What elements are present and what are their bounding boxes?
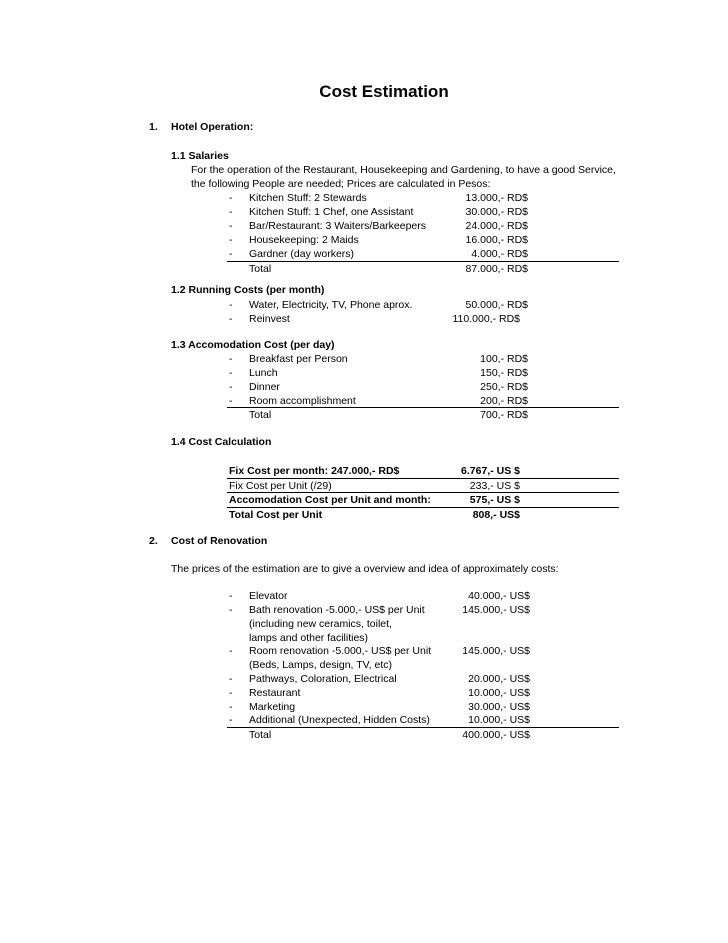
list-dash: - (229, 367, 233, 379)
running-item-label: Reinvest (249, 313, 290, 325)
renovation-item-amount: 10.000,- US$ (468, 714, 530, 726)
salary-item-amount: 30.000,- RD$ (465, 206, 528, 218)
renovation-item-detail: lamps and other facilities) (249, 632, 369, 644)
renovation-item-amount: 20.000,- US$ (468, 673, 530, 685)
list-dash: - (229, 248, 233, 260)
renovation-total-amount: 400.000,- US$ (462, 729, 530, 741)
calc-row-label: Accomodation Cost per Unit and month: (229, 494, 431, 506)
list-dash: - (229, 313, 233, 325)
list-dash: - (229, 234, 233, 246)
list-dash: - (229, 206, 233, 218)
list-dash: - (229, 604, 233, 616)
list-dash: - (229, 220, 233, 232)
calc-row-amount: 6.767,- US $ (461, 465, 520, 477)
salary-item-amount: 13.000,- RD$ (465, 192, 528, 204)
accomodation-item-amount: 150,- RD$ (480, 367, 528, 379)
renovation-item-amount: 40.000,- US$ (468, 590, 530, 602)
salary-item-label: Housekeeping: 2 Maids (249, 234, 359, 246)
accomodation-item-label: Breakfast per Person (249, 353, 348, 365)
cost-calculation-heading: 1.4 Cost Calculation (171, 436, 272, 448)
renovation-intro: The prices of the estimation are to give a overview and idea of approximately costs: (171, 563, 559, 575)
renovation-item-amount: 145.000,- US$ (462, 645, 530, 657)
salary-item-label: Bar/Restaurant: 3 Waiters/Barkeepers (249, 220, 427, 232)
renovation-item-detail: (Beds, Lamps, design, TV, etc) (249, 659, 392, 671)
accomodation-item-label: Lunch (249, 367, 278, 379)
accomodation-total-amount: 700,- RD$ (480, 409, 528, 421)
accomodation-item-amount: 100,- RD$ (480, 353, 528, 365)
salaries-heading: 1.1 Salaries (171, 150, 229, 162)
list-dash: - (229, 673, 233, 685)
renovation-item-label: Marketing (249, 701, 296, 713)
section-2-heading: Cost of Renovation (171, 535, 268, 547)
accomodation-item-amount: 250,- RD$ (480, 381, 528, 393)
list-dash: - (229, 192, 233, 204)
calc-row-amount: 575,- US $ (469, 494, 520, 506)
list-dash: - (229, 395, 233, 407)
salary-item-amount: 16.000,- RD$ (465, 234, 528, 246)
renovation-item-amount: 145.000,- US$ (462, 604, 530, 616)
running-item-amount: 110.000,- RD$ (452, 313, 520, 325)
renovation-item-label: Additional (Unexpected, Hidden Costs) (249, 714, 430, 726)
renovation-item-label: Restaurant (249, 687, 301, 699)
calc-row-label: Fix Cost per Unit (/29) (229, 480, 332, 492)
calc-row-amount: 233,- US $ (469, 480, 520, 492)
accomodation-total-label: Total (249, 409, 272, 421)
running-costs-heading: 1.2 Running Costs (per month) (171, 284, 325, 296)
list-dash: - (229, 714, 233, 726)
accomodation-item-label: Dinner (249, 381, 280, 393)
calc-row-label: Total Cost per Unit (229, 509, 323, 521)
list-dash: - (229, 353, 233, 365)
running-item-label: Water, Electricity, TV, Phone aprox. (249, 299, 413, 311)
salaries-total-amount: 87.000,- RD$ (465, 263, 528, 275)
salary-item-amount: 4.000,- RD$ (471, 248, 528, 260)
renovation-item-label: Room renovation -5.000,- US$ per Unit (249, 645, 432, 657)
section-1-heading: Hotel Operation: (171, 121, 254, 133)
list-dash: - (229, 645, 233, 657)
running-item-amount: 50.000,- RD$ (465, 299, 528, 311)
renovation-item-label: Pathways, Coloration, Electrical (249, 673, 397, 685)
renovation-total-label: Total (249, 729, 272, 741)
list-dash: - (229, 590, 233, 602)
salaries-total-label: Total (249, 263, 272, 275)
salary-item-label: Kitchen Stuff: 1 Chef, one Assistant (249, 206, 414, 218)
list-dash: - (229, 299, 233, 311)
list-dash: - (229, 381, 233, 393)
section-1-number: 1. (149, 121, 158, 133)
salaries-intro-line-1: For the operation of the Restaurant, Housekeeping and Gardening, to have a good Service, (191, 164, 616, 176)
calc-row-amount: 808,- US$ (472, 509, 520, 521)
accomodation-item-amount: 200,- RD$ (480, 395, 528, 407)
renovation-item-detail: (including new ceramics, toilet, (249, 618, 392, 630)
salary-item-label: Kitchen Stuff: 2 Stewards (249, 192, 367, 204)
renovation-item-label: Elevator (249, 590, 288, 602)
salaries-intro-line-2: the following People are needed; Prices are calculated in Pesos: (191, 178, 491, 190)
accomodation-heading: 1.3 Accomodation Cost (per day) (171, 339, 335, 351)
renovation-item-label: Bath renovation -5.000,- US$ per Unit (249, 604, 425, 616)
page-title: Cost Estimation (319, 82, 449, 101)
renovation-item-amount: 10.000,- US$ (468, 687, 530, 699)
salary-item-amount: 24.000,- RD$ (465, 220, 528, 232)
renovation-item-amount: 30.000,- US$ (468, 701, 530, 713)
section-2-number: 2. (149, 535, 158, 547)
list-dash: - (229, 701, 233, 713)
salary-item-label: Gardner (day workers) (249, 248, 355, 260)
list-dash: - (229, 687, 233, 699)
calc-row-label: Fix Cost per month: 247.000,- RD$ (229, 465, 400, 477)
accomodation-item-label: Room accomplishment (249, 395, 356, 407)
